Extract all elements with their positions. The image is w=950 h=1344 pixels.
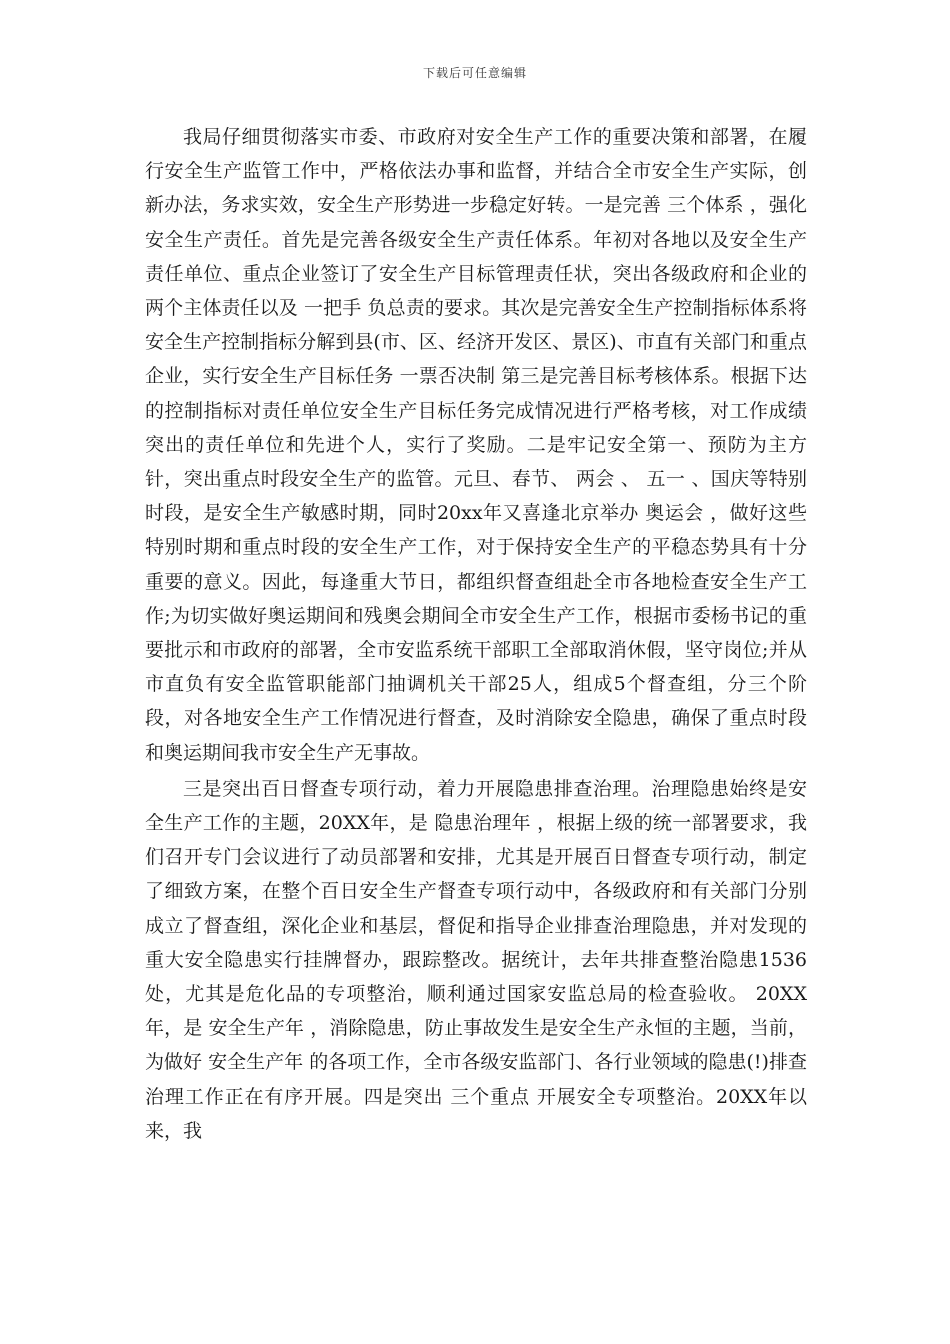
paragraph-2: 三是突出百日督查专项行动，着力开展隐患排查治理。治理隐患始终是安全生产工作的主题，20XX年，是 隐患治理年 ，根据上级的统一部署要求，我们召开专门会议进行了动员部署和安排，尤其是开展百日督查专项行动，制定了细致方案，在整个百日安全生产督查专项行动中，各级政府和有关部门分别成立了督查组，深化企业和基层，督促和指导企业排查治理隐患，并对发现的重大安全隐患实行挂牌督办，跟踪整改。据统计，去年共排查整治隐患1536处，尤其是危化品的专项整治，顺利通过国家安监总局的检查验收。 20XX年，是 安全生产年 ，消除隐患，防止事故发生是安全生产永恒的主题，当前，为做好 安全生产年 的各项工作，全市各级安监部门、各行业领域的隐患(!)排查治理工作正在有序开展。四是突出 三个重点 开展安全专项整治。20XX年以来，我 [145,777,807,1142]
document-body [145,120,807,1150]
page-header: 下载后可任意编辑 [422,66,527,80]
paragraph-1: 我局仔细贯彻落实市委、市政府对安全生产工作的重要决策和部署，在履行安全生产监管工作中，严格依法办事和监督，并结合全市安全生产实际，创新办法，务求实效，安全生产形势进一步稳定好转。一是完善 三个体系 ，强化安全生产责任。首先是完善各级安全生产责任体系。年初对各地以及安全生产责任单位、重点企业签订了安全生产目标管理责任状，突出各级政府和企业的两个主体责任以及 一把手 负总责的要求。其次是完善安全生产控制指标体系将安全生产控制指标分解到县(市、区、经济开发区、景区)、市直有关部门和重点企业，实行安全生产目标任务 一票否决制 第三是完善目标考核体系。根据下达的控制指标对责任单位安全生产目标任务完成情况进行严格考核，对工作成绩突出的责任单位和先进个人，实行了奖励。二是牢记安全第一、预防为主方针，突出重点时段安全生产的监管。元旦、春节、 两会 、 五一 、国庆等特别时段，是安全生产敏感时期，同时20xx年又喜逢北京举办 奥运会 ，做好这些特别时期和重点时段的安全生产工作，对于保持安全生产的平稳态势具有十分重要的意义。因此，每逢重大节日，都组织督查组赴全市各地检查安全生产工作;为切实做好奥运期间和残奥会期间全市安全生产工作，根据市委杨书记的重要批示和市政府的部署，全市安监系统干部职工全部取消休假，坚守岗位;并从市直负有安全监管职能部门抽调机关干部25人，组成5个督查组，分三个阶段，对各地安全生产工作情况进行督查，及时消除安全隐患，确保了重点时段和奥运期间我市安全生产无事故。 [145,126,807,764]
